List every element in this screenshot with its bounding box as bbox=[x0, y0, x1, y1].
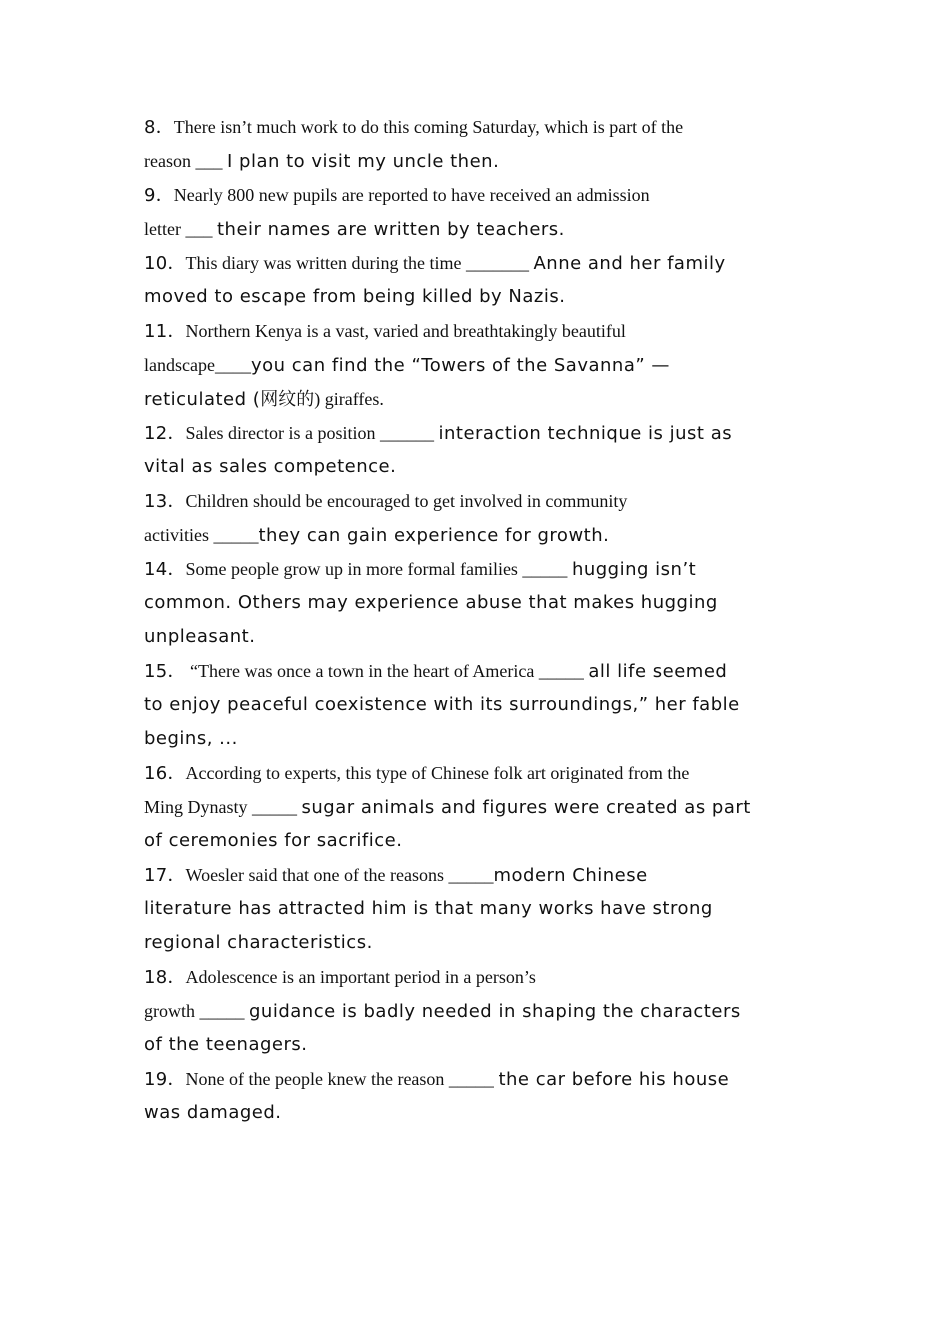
question-text: Children should be encouraged to get involved in community bbox=[185, 491, 628, 511]
question-text: Sales director is a position ______ bbox=[185, 423, 439, 443]
question-text: regional characteristics. bbox=[144, 932, 373, 953]
question-line bbox=[144, 722, 824, 756]
question-line bbox=[144, 1028, 824, 1062]
question-text: hugging isn’t bbox=[571, 559, 697, 580]
question-line bbox=[144, 654, 824, 688]
question-line bbox=[144, 212, 824, 246]
question-text: interaction technique is just as bbox=[438, 423, 733, 444]
question-line bbox=[144, 756, 824, 790]
question-text: There isn’t much work to do this coming Saturday, which is part of the bbox=[173, 117, 684, 137]
question-line bbox=[144, 450, 824, 484]
question-text: 网纹的) giraffes. bbox=[260, 389, 384, 409]
question-line bbox=[144, 688, 824, 722]
question-number: 17 bbox=[144, 865, 168, 886]
question-line bbox=[144, 994, 824, 1028]
question-text: growth _____ bbox=[144, 1001, 249, 1021]
question-text: Some people grow up in more formal families _____ bbox=[185, 559, 572, 579]
question-text: Nearly 800 new pupils are reported to have received an admission bbox=[173, 185, 650, 205]
question-text: Northern Kenya is a vast, varied and breathtakingly beautiful bbox=[185, 321, 626, 341]
question-number: 8 bbox=[144, 117, 156, 138]
question-number: 11 bbox=[144, 321, 168, 342]
question-text: to enjoy peaceful coexistence with its surroundings,” her fable bbox=[144, 694, 740, 715]
question-text: Woesler said that one of the reasons _____ bbox=[185, 865, 494, 885]
question-line bbox=[144, 348, 824, 382]
question-text: they can gain experience for growth. bbox=[258, 525, 610, 546]
question-line bbox=[144, 858, 824, 892]
question-text: I plan to visit my uncle then. bbox=[226, 151, 500, 172]
question-item bbox=[144, 178, 824, 246]
question-text: of ceremonies for sacrifice. bbox=[144, 830, 403, 851]
question-line bbox=[144, 552, 824, 586]
question-text: common. Others may experience abuse that makes hugging bbox=[144, 592, 718, 613]
question-line bbox=[144, 110, 824, 144]
question-text: literature has attracted him is that many works have strong bbox=[144, 898, 713, 919]
number-separator: ． bbox=[167, 661, 186, 682]
question-line bbox=[144, 1096, 824, 1130]
question-item bbox=[144, 756, 824, 858]
question-number: 13 bbox=[144, 491, 168, 512]
number-separator: ． bbox=[167, 423, 186, 444]
question-line bbox=[144, 926, 824, 960]
question-text: According to experts, this type of Chinese folk art originated from the bbox=[185, 763, 690, 783]
question-text: you can find the “Towers of the Savanna” — bbox=[250, 355, 670, 376]
question-line bbox=[144, 518, 824, 552]
question-text: moved to escape from being killed by Nazis. bbox=[144, 286, 566, 307]
question-text: begins, ... bbox=[144, 728, 238, 749]
question-text: Ming Dynasty _____ bbox=[144, 797, 302, 817]
question-text: all life seemed bbox=[588, 661, 728, 682]
question-number: 12 bbox=[144, 423, 168, 444]
number-separator: ． bbox=[167, 1069, 186, 1090]
question-text: unpleasant. bbox=[144, 626, 256, 647]
question-text: activities _____ bbox=[144, 525, 259, 545]
question-line bbox=[144, 586, 824, 620]
question-text: vital as sales competence. bbox=[144, 456, 397, 477]
question-text: Anne and her family bbox=[533, 253, 726, 274]
question-item bbox=[144, 484, 824, 552]
question-number: 9 bbox=[144, 185, 156, 206]
question-line bbox=[144, 824, 824, 858]
question-item bbox=[144, 1062, 824, 1130]
question-line bbox=[144, 280, 824, 314]
number-separator: ． bbox=[167, 491, 186, 512]
question-line bbox=[144, 960, 824, 994]
question-number: 16 bbox=[144, 763, 168, 784]
question-text: This diary was written during the time _______ bbox=[185, 253, 534, 273]
question-line bbox=[144, 620, 824, 654]
question-text: modern Chinese bbox=[493, 865, 648, 886]
question-text: letter ___ bbox=[144, 219, 217, 239]
question-text: reason ___ bbox=[144, 151, 227, 171]
question-text: “There was once a town in the heart of America _____ bbox=[185, 661, 589, 681]
question-text: sugar animals and figures were created as part bbox=[301, 797, 751, 818]
question-line bbox=[144, 314, 824, 348]
number-separator: ． bbox=[167, 321, 186, 342]
question-text: guidance is badly needed in shaping the characters bbox=[249, 1001, 741, 1022]
question-text: of the teenagers. bbox=[144, 1034, 308, 1055]
question-number: 14 bbox=[144, 559, 168, 580]
question-item bbox=[144, 858, 824, 960]
number-separator: ． bbox=[167, 967, 186, 988]
number-separator: ． bbox=[155, 185, 174, 206]
number-separator: ． bbox=[167, 559, 186, 580]
document-page bbox=[144, 110, 824, 1130]
question-text: reticulated ( bbox=[144, 389, 261, 410]
question-number: 15 bbox=[144, 661, 168, 682]
question-number: 10 bbox=[144, 253, 168, 274]
question-line bbox=[144, 382, 824, 416]
question-item bbox=[144, 110, 824, 178]
number-separator: ． bbox=[167, 763, 186, 784]
question-line bbox=[144, 416, 824, 450]
question-line bbox=[144, 1062, 824, 1096]
question-text: the car before his house bbox=[498, 1069, 730, 1090]
question-line bbox=[144, 144, 824, 178]
question-line bbox=[144, 790, 824, 824]
question-text: was damaged. bbox=[144, 1102, 282, 1123]
number-separator: ． bbox=[167, 865, 186, 886]
question-item bbox=[144, 246, 824, 314]
question-line bbox=[144, 246, 824, 280]
question-text: landscape____ bbox=[144, 355, 251, 375]
question-item bbox=[144, 416, 824, 484]
question-line bbox=[144, 484, 824, 518]
question-number: 19 bbox=[144, 1069, 168, 1090]
question-text: Adolescence is an important period in a person’s bbox=[185, 967, 536, 987]
question-line bbox=[144, 892, 824, 926]
question-text: None of the people knew the reason _____ bbox=[185, 1069, 499, 1089]
question-line bbox=[144, 178, 824, 212]
question-text: their names are written by teachers. bbox=[216, 219, 565, 240]
question-item bbox=[144, 314, 824, 416]
number-separator: ． bbox=[167, 253, 186, 274]
question-item bbox=[144, 960, 824, 1062]
question-item bbox=[144, 552, 824, 654]
question-number: 18 bbox=[144, 967, 168, 988]
number-separator: ． bbox=[155, 117, 174, 138]
question-item bbox=[144, 654, 824, 756]
